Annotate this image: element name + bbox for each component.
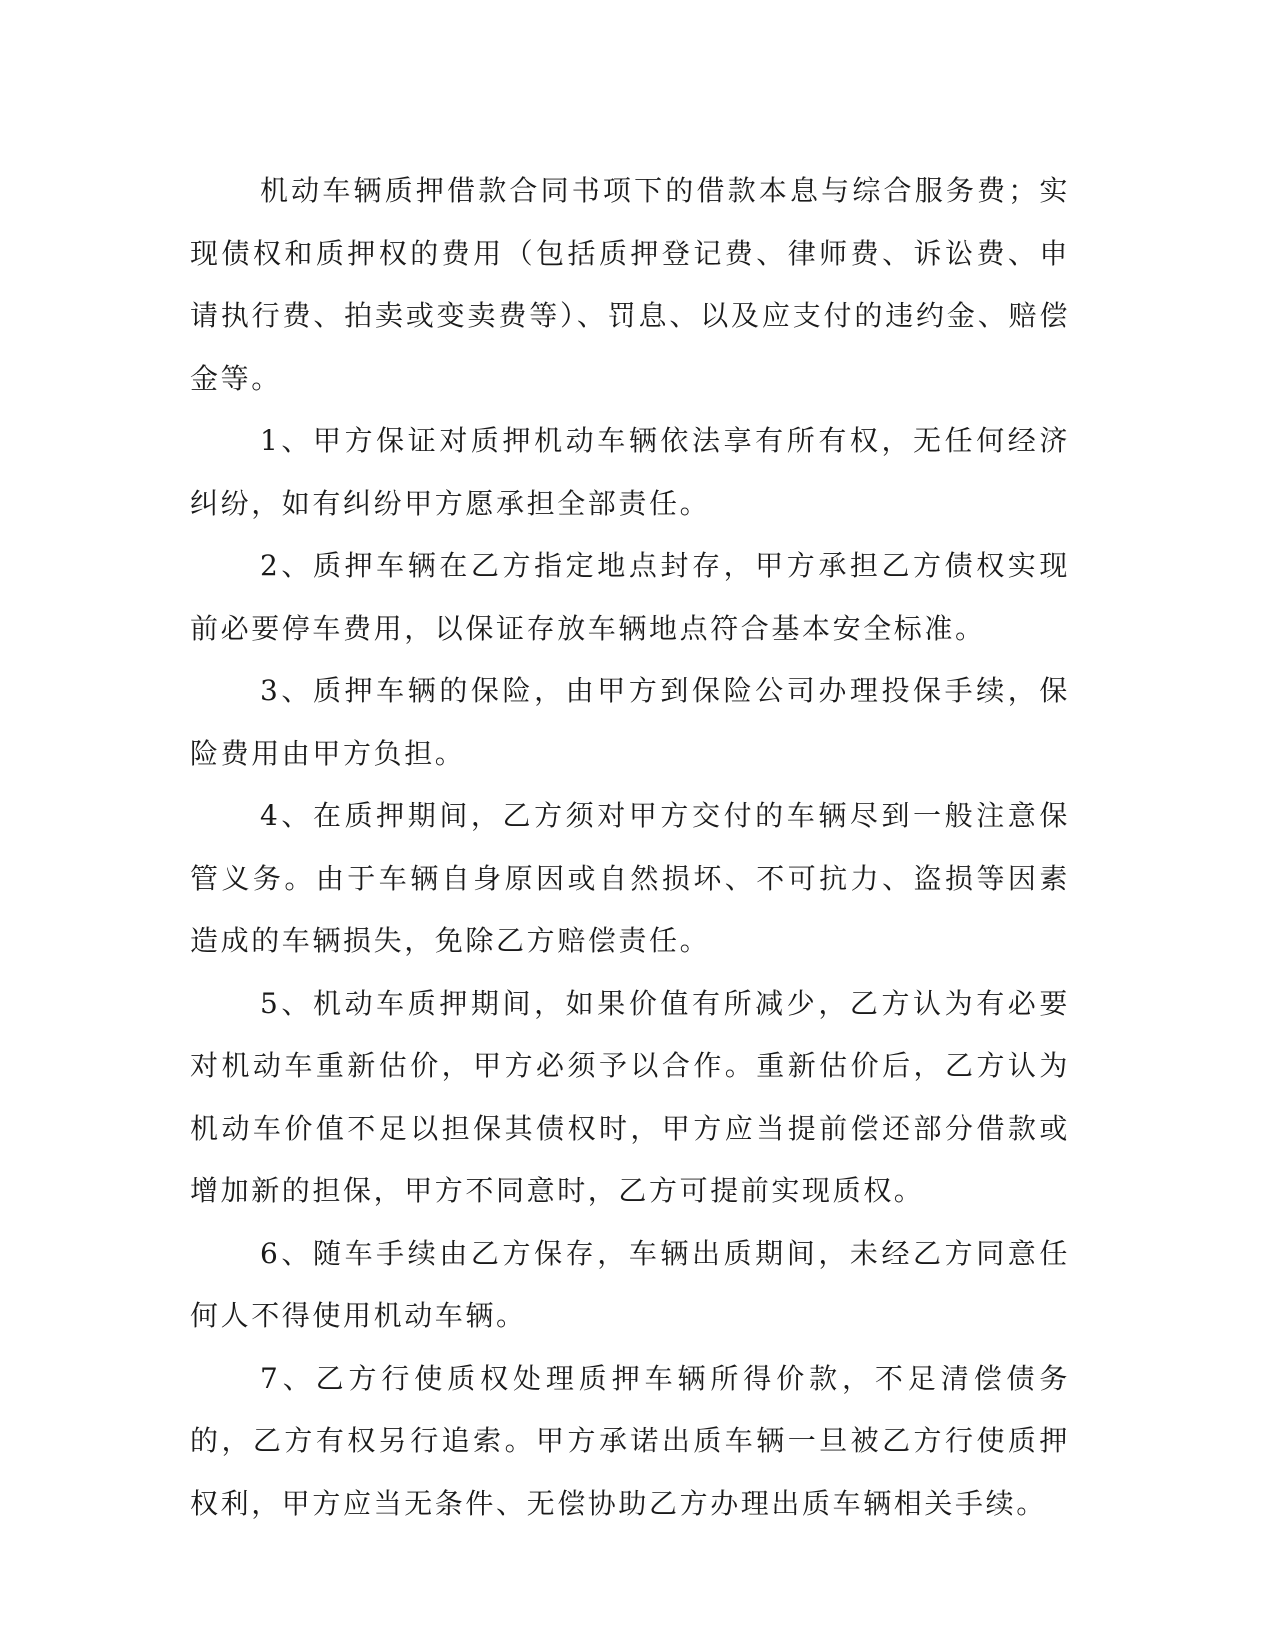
paragraph-clause-5: 5、机动车质押期间，如果价值有所减少，乙方认为有必要对机动车重新估价，甲方必须予以合作。重新估价后，乙方认为机动车价值不足以担保其债权时，甲方应当提前偿还部分借款或增加新的担保，甲方不同意时，乙方可提前实现质权。 xyxy=(190,986,1070,1207)
paragraph-clause-3: 3、质押车辆的保险，由甲方到保险公司办理投保手续，保险费用由甲方负担。 xyxy=(190,674,1070,770)
paragraph-intro: 机动车辆质押借款合同书项下的借款本息与综合服务费；实现债权和质押权的费用（包括质押登记费、律师费、诉讼费、申请执行费、拍卖或变卖费等）、罚息、以及应支付的违约金、赔偿金等。 xyxy=(190,174,1070,395)
paragraph-clause-7: 7、乙方行使质权处理质押车辆所得价款，不足清偿债务的，乙方有权另行追索。甲方承诺出质车辆一旦被乙方行使质押权利，甲方应当无条件、无偿协助乙方办理出质车辆相关手续。 xyxy=(190,1361,1070,1520)
paragraph-clause-1: 1、甲方保证对质押机动车辆依法享有所有权，无任何经济纠纷，如有纠纷甲方愿承担全部责任。 xyxy=(190,424,1070,520)
document-body xyxy=(190,160,1070,1535)
paragraph-clause-4: 4、在质押期间，乙方须对甲方交付的车辆尽到一般注意保管义务。由于车辆自身原因或自然损坏、不可抗力、盗损等因素造成的车辆损失，免除乙方赔偿责任。 xyxy=(190,799,1070,957)
paragraph-clause-6: 6、随车手续由乙方保存，车辆出质期间，未经乙方同意任何人不得使用机动车辆。 xyxy=(190,1236,1070,1332)
paragraph-clause-2: 2、质押车辆在乙方指定地点封存，甲方承担乙方债权实现前必要停车费用，以保证存放车辆地点符合基本安全标准。 xyxy=(190,549,1070,645)
